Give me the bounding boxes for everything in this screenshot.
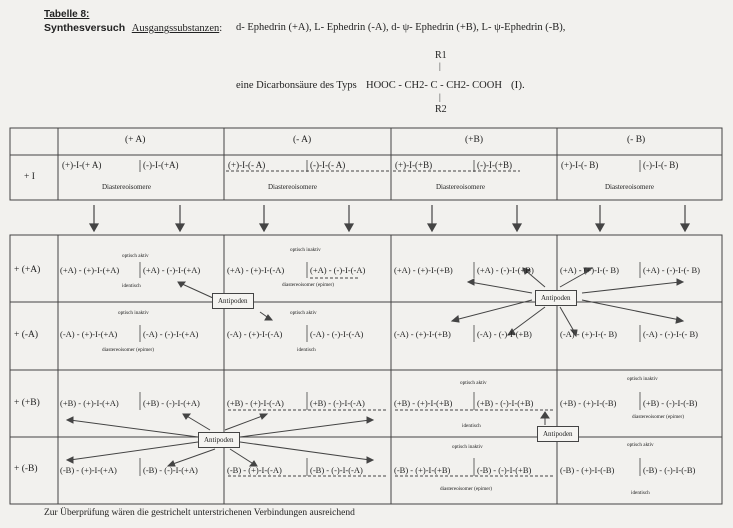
cell-left: (+B) - (+)-I-(+A)	[60, 398, 119, 408]
cell-note-top: optisch aktiv	[290, 310, 317, 316]
cell-left: (-A) - (+)-I-(+B)	[394, 329, 451, 339]
top-cell-right: (-)-I-(- B)	[643, 160, 679, 170]
cell-right: (-B) - (-)-I-(+A)	[143, 465, 198, 475]
cell-right: (+A) - (-)-I-(+B)	[477, 265, 534, 275]
cell-left: (-A) - (+)-I-(-A)	[227, 329, 283, 339]
row-label: + (-B)	[14, 464, 38, 474]
col-header-plus-a: (+ A)	[125, 135, 146, 145]
top-cell-sub: Diastereoisomere	[436, 183, 485, 191]
col-header-minus-b: (- B)	[627, 135, 646, 145]
cell-note-bottom: identisch	[462, 423, 481, 429]
cell-right: (-B) - (-)-I-(-A)	[310, 465, 363, 475]
cell-right: (-B) - (-)-I-(+B)	[477, 465, 532, 475]
cell-left: (-B) - (+)-I-(+A)	[60, 465, 117, 475]
table-label: Tabelle 8:	[44, 9, 90, 20]
substances-line: d- Ephedrin (+A), L- Ephedrin (-A), d- ψ- Ephedrin (+B), L- ψ-Ephedrin (-B),	[236, 22, 566, 33]
r2-label: R2	[435, 104, 447, 115]
cell-right: (+A) - (-)-I-(-A)	[310, 265, 366, 275]
cell-right: (-A) - (-)-I-(-A)	[310, 329, 364, 339]
cell-right: (+B) - (-)-I-(-A)	[310, 398, 365, 408]
formula-label: (I).	[511, 79, 525, 91]
cell-note-top: optisch inaktiv	[452, 444, 483, 450]
cell-left: (-B) - (+)-I-(-B)	[560, 465, 615, 475]
cell-note-bottom: identisch	[297, 347, 316, 353]
cell-right: (+B) - (-)-I-(+B)	[477, 398, 534, 408]
title-colon: :	[219, 23, 223, 34]
cell-left: (+A) - (+)-I-(-A)	[227, 265, 285, 275]
row-label-plus-i: + I	[24, 172, 35, 182]
footer-note: Zur Überprüfung wären die gestrichelt unterstrichenen Verbindungen ausreichend	[44, 508, 355, 518]
cell-left: (+A) - (+)-I-(- B)	[560, 265, 619, 275]
row-label: + (-A)	[14, 330, 39, 340]
top-cell-left: (+)-I-(- B)	[561, 160, 599, 170]
antipoden-box: Antipoden	[535, 290, 577, 306]
cell-note-top: optisch aktiv	[460, 380, 487, 386]
cell-note-bottom: identisch	[631, 490, 650, 496]
cell-note-top: optisch aktiv	[627, 442, 654, 448]
title-underlined: Ausgangssubstanzen	[131, 23, 220, 34]
cell-right: (+A) - (-)-I-(- B)	[643, 265, 700, 275]
cell-right: (+B) - (-)-I-(-B)	[643, 398, 698, 408]
row-label: + (+B)	[14, 398, 40, 408]
col-header-minus-a: (- A)	[293, 135, 312, 145]
top-cell-right: (-)-I-(+B)	[477, 160, 513, 170]
r1-label: R1	[435, 50, 447, 61]
top-cell-sub: Diastereoisomere	[268, 183, 317, 191]
dicarbon-prefix: eine Dicarbonsäure des Typs	[236, 80, 357, 91]
top-cell-sub: Diastereoisomere	[102, 183, 151, 191]
cell-left: (+B) - (+)-I-(-B)	[560, 398, 617, 408]
cell-right: (-A) - (-)-I-(- B)	[643, 329, 698, 339]
cell-note-top: optisch aktiv	[122, 253, 149, 259]
top-cell-left: (+)-I-(+B)	[395, 160, 433, 170]
cell-left: (-B) - (+)-I-(+B)	[394, 465, 451, 475]
cell-right: (+A) - (-)-I-(+A)	[143, 265, 201, 275]
cell-left: (+B) - (+)-I-(-A)	[227, 398, 284, 408]
cell-note-bottom: diastereoisomer (epimer)	[632, 414, 684, 420]
antipoden-box: Antipoden	[212, 293, 254, 309]
cell-note-top: optisch inaktiv	[627, 376, 658, 382]
r1-bond: |	[439, 61, 441, 71]
cell-note-top: optisch inaktiv	[290, 247, 321, 253]
top-cell-left: (+)-I-(- A)	[228, 160, 266, 170]
top-cell-right: (-)-I-(- A)	[310, 160, 346, 170]
top-cell-sub: Diastereoisomere	[605, 183, 654, 191]
antipoden-box: Antipoden	[537, 426, 579, 442]
top-cell-left: (+)-I-(+ A)	[62, 160, 102, 170]
cell-note-bottom: identisch	[122, 283, 141, 289]
cell-right: (-A) - (-)-I-(+A)	[143, 329, 199, 339]
formula: HOOC - CH2- C - CH2- COOH	[366, 80, 502, 91]
cell-left: (+A) - (+)-I-(+B)	[394, 265, 453, 275]
cell-right: (-B) - (-)-I-(-B)	[643, 465, 696, 475]
cell-note-bottom: diastereoisomer (epimer)	[102, 347, 154, 353]
cell-left: (-A) - (+)-I-(+A)	[60, 329, 118, 339]
antipoden-box: Antipoden	[198, 432, 240, 448]
cell-left: (-B) - (+)-I-(-A)	[227, 465, 282, 475]
r2-bond: |	[439, 92, 441, 102]
row-label: + (+A)	[14, 265, 41, 275]
cell-note-bottom: diastereoisomer (epimer)	[440, 486, 492, 492]
title-bold: Synthesversuch	[44, 22, 126, 34]
cell-note-top: optisch inaktiv	[118, 310, 149, 316]
cell-right: (-A) - (-)-I-(+B)	[477, 329, 532, 339]
cell-right: (+B) - (-)-I-(+A)	[143, 398, 200, 408]
top-cell-right: (-)-I-(+A)	[143, 160, 179, 170]
cell-left: (+A) - (+)-I-(+A)	[60, 265, 120, 275]
cell-left: (+B) - (+)-I-(+B)	[394, 398, 453, 408]
cell-note-bottom: diastereoisomer (epimer)	[282, 282, 334, 288]
col-header-plus-b: (+B)	[465, 135, 484, 145]
cell-left: (-A) - (+)-I-(- B)	[560, 329, 617, 339]
